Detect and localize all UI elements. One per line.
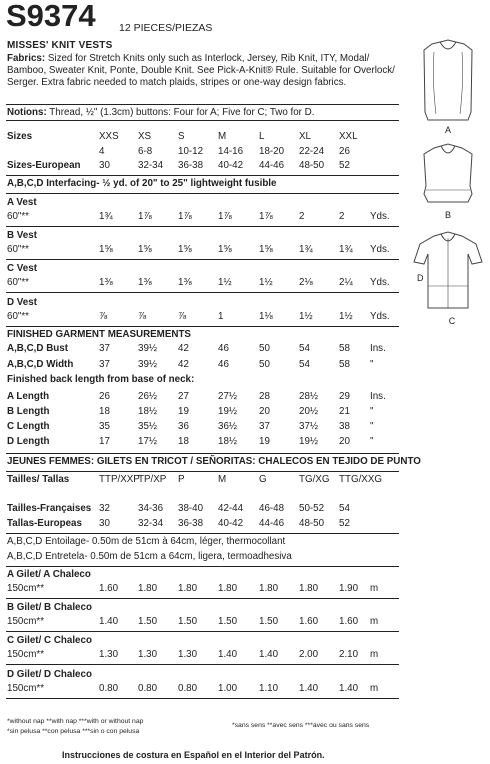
yardage-value: 1⅝ (259, 244, 273, 255)
measurement-value: 37 (99, 359, 110, 370)
meterage-value: 0.80 (178, 683, 198, 694)
yardage-value: 1⅛ (259, 311, 273, 322)
meterage-unit: m (370, 649, 379, 660)
yardage-value: 1⅞ (138, 211, 152, 222)
size-us: 6-8 (138, 146, 153, 157)
meterage-value: 1.60 (299, 616, 319, 627)
yardage-value: ⅞ (138, 311, 147, 322)
divider (6, 698, 399, 699)
taille-name: G (259, 474, 267, 485)
length-label: B Length (7, 406, 50, 417)
length-label: D Length (7, 436, 50, 447)
talla-eu: 30 (99, 518, 110, 529)
size-name: M (218, 131, 227, 142)
divider (6, 292, 399, 293)
vest-a-figure (424, 40, 472, 120)
gilet-name: D Gilet/ D Chaleco (7, 669, 92, 680)
divider (6, 120, 399, 121)
taille-fr: 32 (99, 503, 110, 514)
fabric-width: 60"** (7, 311, 29, 322)
length-value: 38 (339, 421, 350, 432)
figure-label-c: C (448, 316, 456, 326)
size-us: 14-16 (218, 146, 244, 157)
tailles-fr-label: Tailles-Françaises (7, 503, 92, 514)
fabric-width: 60"** (7, 211, 29, 222)
pattern-title: MISSES' KNIT VESTS (7, 40, 113, 51)
yardage-value: ⅞ (178, 311, 187, 322)
yardage-value: 1 (218, 311, 224, 322)
meterage-value: 1.60 (339, 616, 359, 627)
measurement-value: 54 (299, 359, 310, 370)
fabrics-paragraph (7, 53, 407, 90)
meterage-value: 0.80 (99, 683, 119, 694)
meterage-value: 1.80 (259, 583, 279, 594)
length-value: 26 (99, 391, 110, 402)
divider (6, 598, 399, 599)
pattern-number: S9374 (6, 0, 96, 33)
length-value: 18 (178, 436, 189, 447)
divider (6, 664, 399, 665)
divider (6, 104, 399, 105)
length-value: 21 (339, 406, 350, 417)
size-name: XL (299, 131, 311, 142)
meterage-value: 1.50 (218, 616, 238, 627)
divider (6, 226, 399, 227)
meterage-value: 1.30 (99, 649, 119, 660)
entretela-text: A,B,C,D Entretela- 0.50m de 51cm a 64cm, ligera, termoadhesiva (7, 551, 292, 562)
yardage-unit: Yds. (370, 277, 390, 288)
talla-eu: 44-46 (259, 518, 285, 529)
yardage-value: 1½ (259, 277, 273, 288)
yardage-value: 2 (339, 211, 345, 222)
length-value: 27 (178, 391, 189, 402)
vest-name: C Vest (7, 263, 37, 274)
talla-eu: 40-42 (218, 518, 244, 529)
meterage-value: 1.80 (218, 583, 238, 594)
meterage-value: 0.80 (138, 683, 158, 694)
measurement-value: 58 (339, 343, 350, 354)
length-value: 18½ (138, 406, 158, 417)
yardage-value: 1½ (339, 311, 353, 322)
footnote-spanish: *sin pelusa **con pelusa ***sin o con pelusa (7, 728, 140, 735)
divider (6, 326, 399, 327)
yardage-value: 1⅜ (99, 277, 113, 288)
yardage-value: 1⅝ (218, 244, 232, 255)
fabric-width-cm: 150cm** (7, 583, 45, 594)
length-value: 20½ (299, 406, 319, 417)
taille-name: TP/XP (138, 474, 167, 485)
divider (6, 453, 399, 454)
length-unit: " (370, 406, 374, 417)
size-name: XS (138, 131, 152, 142)
notions-text: Thread, ½" (1.3cm) buttons: Four for A; Five for C; Two for D. (49, 107, 315, 118)
length-value: 17 (99, 436, 110, 447)
length-value: 35 (99, 421, 110, 432)
meterage-value: 1.40 (218, 649, 238, 660)
length-value: 20 (339, 436, 350, 447)
size-name: L (259, 131, 265, 142)
meterage-value: 1.40 (299, 683, 319, 694)
taille-fr: 38-40 (178, 503, 204, 514)
meterage-value: 1.40 (339, 683, 359, 694)
measurement-value: 46 (218, 343, 229, 354)
measurement-value: 50 (259, 343, 270, 354)
divider (6, 259, 399, 260)
yardage-value: 1⅜ (138, 277, 152, 288)
finished-measurements-title: FINISHED GARMENT MEASUREMENTS (7, 329, 191, 340)
divider (6, 471, 399, 472)
meterage-value: 1.80 (178, 583, 198, 594)
length-value: 19 (259, 436, 270, 447)
length-unit: " (370, 421, 374, 432)
meterage-value: 1.90 (339, 583, 359, 594)
meterage-value: 1.80 (299, 583, 319, 594)
taille-fr: 42-44 (218, 503, 244, 514)
size-name: S (178, 131, 185, 142)
taille-name: TG/XG (299, 474, 330, 485)
length-value: 36 (178, 421, 189, 432)
fabric-width-cm: 150cm** (7, 649, 45, 660)
size-us: 10-12 (178, 146, 204, 157)
size-eu: 48-50 (299, 160, 325, 171)
length-value: 29 (339, 391, 350, 402)
sizes-label: Sizes (7, 131, 33, 142)
meterage-value: 2.00 (299, 649, 319, 660)
length-value: 37 (259, 421, 270, 432)
meterage-value: 1.00 (218, 683, 238, 694)
divider (6, 566, 399, 567)
length-value: 36½ (218, 421, 238, 432)
measurement-label: A,B,C,D Bust (7, 343, 68, 354)
size-us: 26 (339, 146, 350, 157)
yardage-value: 1½ (218, 277, 232, 288)
vest-name: B Vest (7, 230, 37, 241)
length-label: C Length (7, 421, 50, 432)
meterage-value: 1.50 (259, 616, 279, 627)
taille-fr: 54 (339, 503, 350, 514)
measurement-value: 50 (259, 359, 270, 370)
spanish-section-title: JEUNES FEMMES: GILETS EN TRICOT / SEÑORITAS: CHALECOS EN TEJIDO DE PUNTO (7, 456, 421, 467)
measurement-value: 46 (218, 359, 229, 370)
talla-eu: 52 (339, 518, 350, 529)
yardage-value: 1⅞ (259, 211, 273, 222)
length-label: A Length (7, 391, 50, 402)
fabric-width: 60"** (7, 277, 29, 288)
vest-name: A Vest (7, 197, 37, 208)
figure-label-a: A (444, 125, 452, 135)
divider (6, 193, 399, 194)
fabrics-text: Sized for Stretch Knits only such as Interlock, Jersey, Rib Knit, ITY, Modal/ Bamboo, Sweater Knit, Ponte, Double Knit. See Pick-A-Knit® Rule. Suitable for Overlock/ Serger. Extra fabric needed to match plaids, stripes or one-way design fabrics. (7, 53, 395, 89)
talla-eu: 48-50 (299, 518, 325, 529)
back-length-title: Finished back length from base of neck: (7, 374, 195, 385)
measurement-unit: " (370, 359, 374, 370)
length-value: 26½ (138, 391, 158, 402)
size-eu: 52 (339, 160, 350, 171)
gilet-name: A Gilet/ A Chaleco (7, 569, 91, 580)
size-eu: 44-46 (259, 160, 285, 171)
meterage-value: 1.50 (178, 616, 198, 627)
meterage-value: 1.40 (259, 649, 279, 660)
meterage-unit: m (370, 683, 379, 694)
size-eu: 32-34 (138, 160, 164, 171)
figure-label-b: B (444, 210, 452, 220)
length-value: 19½ (218, 406, 238, 417)
notions-paragraph (7, 107, 407, 119)
length-value: 28½ (299, 391, 319, 402)
divider (6, 175, 399, 176)
length-value: 35½ (138, 421, 158, 432)
footnote-french: *sans sens **avec sens ***avec ou sans sens (232, 722, 370, 729)
sizes-eu-label: Sizes-European (7, 160, 81, 171)
figure-label-d: D (417, 273, 424, 283)
size-us: 4 (99, 146, 105, 157)
garment-figures (410, 30, 490, 350)
tailles-label: Tailles/ Tallas (7, 474, 70, 485)
length-value: 28 (259, 391, 270, 402)
size-us: 22-24 (299, 146, 325, 157)
taille-name: TTP/XXP (99, 474, 140, 485)
size-eu: 36-38 (178, 160, 204, 171)
length-unit: Ins. (370, 391, 386, 402)
gilet-name: C Gilet/ C Chaleco (7, 635, 92, 646)
yardage-unit: Yds. (370, 211, 390, 222)
footnote-english: *without nap **with nap ***with or without nap (7, 718, 144, 725)
yardage-value: 2 (299, 211, 305, 222)
measurement-value: 58 (339, 359, 350, 370)
length-value: 27½ (218, 391, 238, 402)
measurement-value: 39½ (138, 343, 158, 354)
measurement-value: 39½ (138, 359, 158, 370)
meterage-value: 2.10 (339, 649, 359, 660)
length-value: 19½ (299, 436, 319, 447)
meterage-value: 1.30 (178, 649, 198, 660)
size-eu: 40-42 (218, 160, 244, 171)
yardage-value: 1⅝ (178, 244, 192, 255)
vest-name: D Vest (7, 297, 37, 308)
vest-b-figure (424, 144, 472, 202)
yardage-unit: Yds. (370, 244, 390, 255)
fabrics-label: Fabrics: (7, 53, 46, 64)
yardage-unit: Yds. (370, 311, 390, 322)
yardage-value: 1⅞ (178, 211, 192, 222)
meterage-value: 1.50 (138, 616, 158, 627)
yardage-value: 1¾ (299, 244, 313, 255)
fabric-width: 60"** (7, 244, 29, 255)
length-value: 18½ (218, 436, 238, 447)
pieces-count: 12 PIECES/PIEZAS (119, 22, 213, 34)
meterage-value: 1.60 (99, 583, 119, 594)
length-value: 20 (259, 406, 270, 417)
length-unit: " (370, 436, 374, 447)
yardage-value: 1⅝ (138, 244, 152, 255)
size-us: 18-20 (259, 146, 285, 157)
divider (6, 631, 399, 632)
interfacing-text: A,B,C,D Interfacing- ½ yd. of 20" to 25" lightweight fusible (7, 178, 277, 189)
yardage-value: 1⅜ (178, 277, 192, 288)
meterage-value: 1.30 (138, 649, 158, 660)
yardage-value: ⅞ (99, 311, 108, 322)
notions-label: Notions: (7, 107, 47, 118)
meterage-unit: m (370, 616, 379, 627)
measurement-unit: Ins. (370, 343, 386, 354)
yardage-value: 2¼ (339, 277, 353, 288)
talla-eu: 36-38 (178, 518, 204, 529)
meterage-value: 1.40 (99, 616, 119, 627)
taille-name: M (218, 474, 227, 485)
length-value: 18 (99, 406, 110, 417)
yardage-value: 1¾ (339, 244, 353, 255)
size-name: XXS (99, 131, 119, 142)
length-value: 19 (178, 406, 189, 417)
yardage-value: 1⅝ (99, 244, 113, 255)
divider (6, 533, 399, 534)
size-name: XXL (339, 131, 358, 142)
meterage-unit: m (370, 583, 379, 594)
fabric-width-cm: 150cm** (7, 616, 45, 627)
taille-name: TTG/XXG (339, 474, 383, 485)
yardage-value: 1¾ (99, 211, 113, 222)
measurement-value: 42 (178, 359, 189, 370)
entoilage-text: A,B,C,D Entoilage- 0.50m de 51cm à 64cm, léger, thermocollant (7, 536, 286, 547)
tallas-eu-label: Tallas-Europeas (7, 518, 82, 529)
measurement-label: A,B,C,D Width (7, 359, 74, 370)
size-eu: 30 (99, 160, 110, 171)
fabric-width-cm: 150cm** (7, 683, 45, 694)
taille-fr: 34-36 (138, 503, 164, 514)
spanish-instructions-note: Instrucciones de costura en Español en el Interior del Patrón. (62, 750, 325, 760)
length-value: 17½ (138, 436, 158, 447)
vest-c-figure (414, 232, 482, 308)
taille-fr: 50-52 (299, 503, 325, 514)
taille-name: P (178, 474, 185, 485)
measurement-value: 42 (178, 343, 189, 354)
talla-eu: 32-34 (138, 518, 164, 529)
length-value: 37½ (299, 421, 319, 432)
gilet-name: B Gilet/ B Chaleco (7, 602, 92, 613)
yardage-value: 2⅛ (299, 277, 313, 288)
yardage-value: 1⅞ (218, 211, 232, 222)
taille-fr: 46-48 (259, 503, 285, 514)
yardage-value: 1½ (299, 311, 313, 322)
meterage-value: 1.10 (259, 683, 279, 694)
meterage-value: 1.80 (138, 583, 158, 594)
measurement-value: 37 (99, 343, 110, 354)
measurement-value: 54 (299, 343, 310, 354)
